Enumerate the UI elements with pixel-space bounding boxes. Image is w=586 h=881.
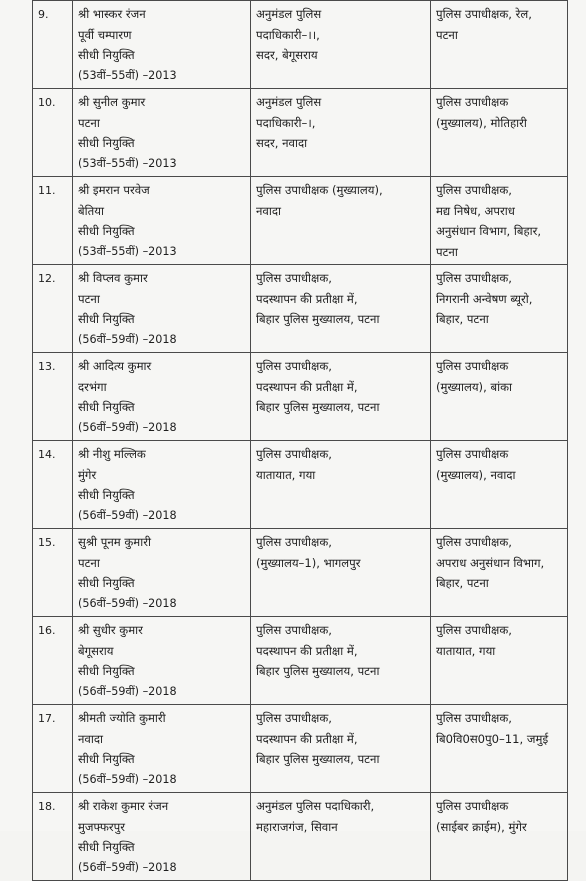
current-posting-line: पुलिस उपाधीक्षक, [256,359,332,373]
officer-name-cell [73,177,251,265]
officer-detail-line: सुश्री पूनम कुमारी [78,535,151,549]
new-posting-line: पुलिस उपाधीक्षक, [436,623,512,637]
table-row [33,177,568,265]
current-posting-line: पुलिस उपाधीक्षक, [256,535,332,549]
officer-detail-line: (56वीं–59वीं) –2018 [78,332,177,346]
new-posting-cell [431,353,568,441]
officer-detail-line: बेतिया [78,203,104,218]
current-posting-line: अनुमंडल पुलिस [256,95,322,109]
current-posting-line: पुलिस उपाधीक्षक, [256,447,332,461]
officer-name-cell [73,353,251,441]
current-posting-line: पुलिस उपाधीक्षक, [256,271,332,285]
new-posting-line: पटना [436,244,458,259]
current-posting-line: पदस्थापन की प्रतीक्षा में, [256,291,358,306]
officer-detail-line: नवादा [78,731,104,746]
table-row [33,265,568,353]
serial-number-cell [33,705,73,793]
serial-number: 15. [38,536,56,549]
current-posting-cell [251,177,431,265]
current-posting-cell [251,353,431,441]
current-posting-cell [251,89,431,177]
current-posting-line: यातायात, गया [256,467,316,482]
new-posting-line: बिहार, पटना [436,576,489,590]
new-posting-cell [431,89,568,177]
current-posting-cell [251,793,431,881]
officer-detail-line: दरभंगा [78,379,107,394]
table-row [33,529,568,617]
officer-detail-line: मुजफ्फरपुर [78,819,125,834]
table-row [33,89,568,177]
table-row [33,353,568,441]
officer-detail-line: बेगूसराय [78,643,114,658]
new-posting-line: बि0वि0स0पु0–11, जमुई [436,731,549,746]
officer-detail-line: श्री इमरान परवेज [78,183,150,197]
new-posting-line: पुलिस उपाधीक्षक, [436,183,512,197]
table-row [33,441,568,529]
serial-number: 18. [38,800,56,813]
current-posting-line: पदस्थापन की प्रतीक्षा में, [256,731,358,746]
officer-name-cell [73,89,251,177]
new-posting-line: (मुख्यालय), नवादा [436,467,516,482]
serial-number-cell [33,793,73,881]
officer-detail-line: श्री आदित्य कुमार [78,359,152,373]
officer-name-cell [73,441,251,529]
officer-detail-line: (56वीं–59वीं) –2018 [78,772,177,786]
officer-name-cell [73,529,251,617]
officer-name-cell [73,705,251,793]
officer-detail-line: (53वीं–55वीं) –2013 [78,68,177,82]
officer-detail-line: मुंगेर [78,467,97,482]
officer-detail-line: पटना [78,115,100,130]
current-posting-line: महाराजगंज, सिवान [256,819,338,834]
officer-detail-line: (56वीं–59वीं) –2018 [78,596,177,610]
officer-name-cell [73,617,251,705]
new-posting-line: यातायात, गया [436,643,496,658]
current-posting-cell [251,441,431,529]
new-posting-line: (मुख्यालय), मोतिहारी [436,115,527,130]
current-posting-line: बिहार पुलिस मुख्यालय, पटना [256,312,380,326]
serial-number: 9. [38,8,49,21]
current-posting-line: पदस्थापन की प्रतीक्षा में, [256,643,358,658]
officer-transfer-table [32,0,568,881]
officer-detail-line: (53वीं–55वीं) –2013 [78,244,177,258]
current-posting-line: अनुमंडल पुलिस पदाधिकारी, [256,799,375,813]
new-posting-line: पुलिस उपाधीक्षक [436,799,509,813]
new-posting-line: पटना [436,27,458,42]
officer-detail-line: (56वीं–59वीं) –2018 [78,420,177,434]
new-posting-line: पुलिस उपाधीक्षक, [436,711,512,725]
new-posting-line: निगरानी अन्वेषण ब्यूरो, [436,291,533,306]
serial-number: 11. [38,184,56,197]
new-posting-cell [431,705,568,793]
serial-number: 16. [38,624,56,637]
officer-detail-line: सीधी नियुक्ति [78,576,135,590]
current-posting-line: बिहार पुलिस मुख्यालय, पटना [256,400,380,414]
current-posting-line: बिहार पुलिस मुख्यालय, पटना [256,752,380,766]
new-posting-line: अनुसंधान विभाग, बिहार, [436,224,542,238]
officer-detail-line: सीधी नियुक्ति [78,224,135,238]
current-posting-line: सदर, बेगूसराय [256,48,318,62]
officer-detail-line: सीधी नियुक्ति [78,752,135,766]
serial-number: 14. [38,448,56,461]
new-posting-cell [431,441,568,529]
officer-detail-line: श्री राकेश कुमार रंजन [78,799,169,813]
table-row [33,617,568,705]
new-posting-cell [431,177,568,265]
new-posting-line: पुलिस उपाधीक्षक, रेल, [436,7,532,21]
officer-detail-line: सीधी नियुक्ति [78,488,135,502]
current-posting-line: पदाधिकारी–।।, [256,27,320,42]
serial-number-cell [33,177,73,265]
new-posting-cell [431,617,568,705]
serial-number: 13. [38,360,56,373]
officer-detail-line: श्री भास्कर रंजन [78,7,146,21]
table-row [33,793,568,881]
new-posting-line: पुलिस उपाधीक्षक, [436,535,512,549]
current-posting-line: पुलिस उपाधीक्षक, [256,623,332,637]
table-row [33,705,568,793]
current-posting-line: पुलिस उपाधीक्षक (मुख्यालय), [256,183,383,197]
officer-detail-line: सीधी नियुक्ति [78,664,135,678]
current-posting-cell [251,265,431,353]
current-posting-line: पदाधिकारी–।, [256,115,316,130]
new-posting-cell [431,1,568,89]
officer-detail-line: श्री नीशु मल्लिक [78,447,146,461]
current-posting-line: (मुख्यालय–1), भागलपुर [256,555,361,570]
serial-number-cell [33,529,73,617]
new-posting-line: पुलिस उपाधीक्षक [436,359,509,373]
current-posting-cell [251,705,431,793]
new-posting-line: बिहार, पटना [436,312,489,326]
serial-number-cell [33,89,73,177]
serial-number-cell [33,353,73,441]
officer-detail-line: श्रीमती ज्योति कुमारी [78,711,166,725]
officer-detail-line: सीधी नियुक्ति [78,136,135,150]
officer-detail-line: श्री सुधीर कुमार [78,623,143,637]
officer-detail-line: पूर्वी चम्पारण [78,27,132,42]
new-posting-line: मद्य निषेध, अपराध [436,203,515,218]
new-posting-line: पुलिस उपाधीक्षक [436,447,509,461]
new-posting-line: अपराध अनुसंधान विभाग, [436,555,545,570]
new-posting-cell [431,265,568,353]
new-posting-line: (मुख्यालय), बांका [436,379,512,394]
officer-detail-line: सीधी नियुक्ति [78,400,135,414]
officer-detail-line: पटना [78,555,100,570]
current-posting-line: बिहार पुलिस मुख्यालय, पटना [256,664,380,678]
officer-name-cell [73,265,251,353]
current-posting-line: सदर, नवादा [256,136,308,150]
new-posting-cell [431,529,568,617]
current-posting-line: अनुमंडल पुलिस [256,7,322,21]
table-body [33,1,568,881]
officer-detail-line: (56वीं–59वीं) –2018 [78,508,177,522]
officer-detail-line: पटना [78,291,100,306]
current-posting-line: पुलिस उपाधीक्षक, [256,711,332,725]
officer-detail-line: सीधी नियुक्ति [78,840,135,854]
new-posting-line: (साईबर क्राईम), मुंगेर [436,819,527,834]
serial-number-cell [33,617,73,705]
new-posting-cell [431,793,568,881]
current-posting-cell [251,1,431,89]
serial-number: 17. [38,712,56,725]
officer-name-cell [73,1,251,89]
officer-name-cell [73,793,251,881]
officer-detail-line: (56वीं–59वीं) –2018 [78,860,177,874]
new-posting-line: पुलिस उपाधीक्षक [436,95,509,109]
current-posting-cell [251,529,431,617]
officer-detail-line: श्री विप्लव कुमार [78,271,148,285]
officer-detail-line: सीधी नियुक्ति [78,312,135,326]
new-posting-line: पुलिस उपाधीक्षक, [436,271,512,285]
current-posting-cell [251,617,431,705]
officer-detail-line: (53वीं–55वीं) –2013 [78,156,177,170]
officer-detail-line: सीधी नियुक्ति [78,48,135,62]
officer-detail-line: श्री सुनील कुमार [78,95,146,109]
serial-number-cell [33,1,73,89]
serial-number-cell [33,441,73,529]
table-row [33,1,568,89]
current-posting-line: पदस्थापन की प्रतीक्षा में, [256,379,358,394]
serial-number: 12. [38,272,56,285]
serial-number: 10. [38,96,56,109]
current-posting-line: नवादा [256,203,282,218]
serial-number-cell [33,265,73,353]
officer-detail-line: (56वीं–59वीं) –2018 [78,684,177,698]
